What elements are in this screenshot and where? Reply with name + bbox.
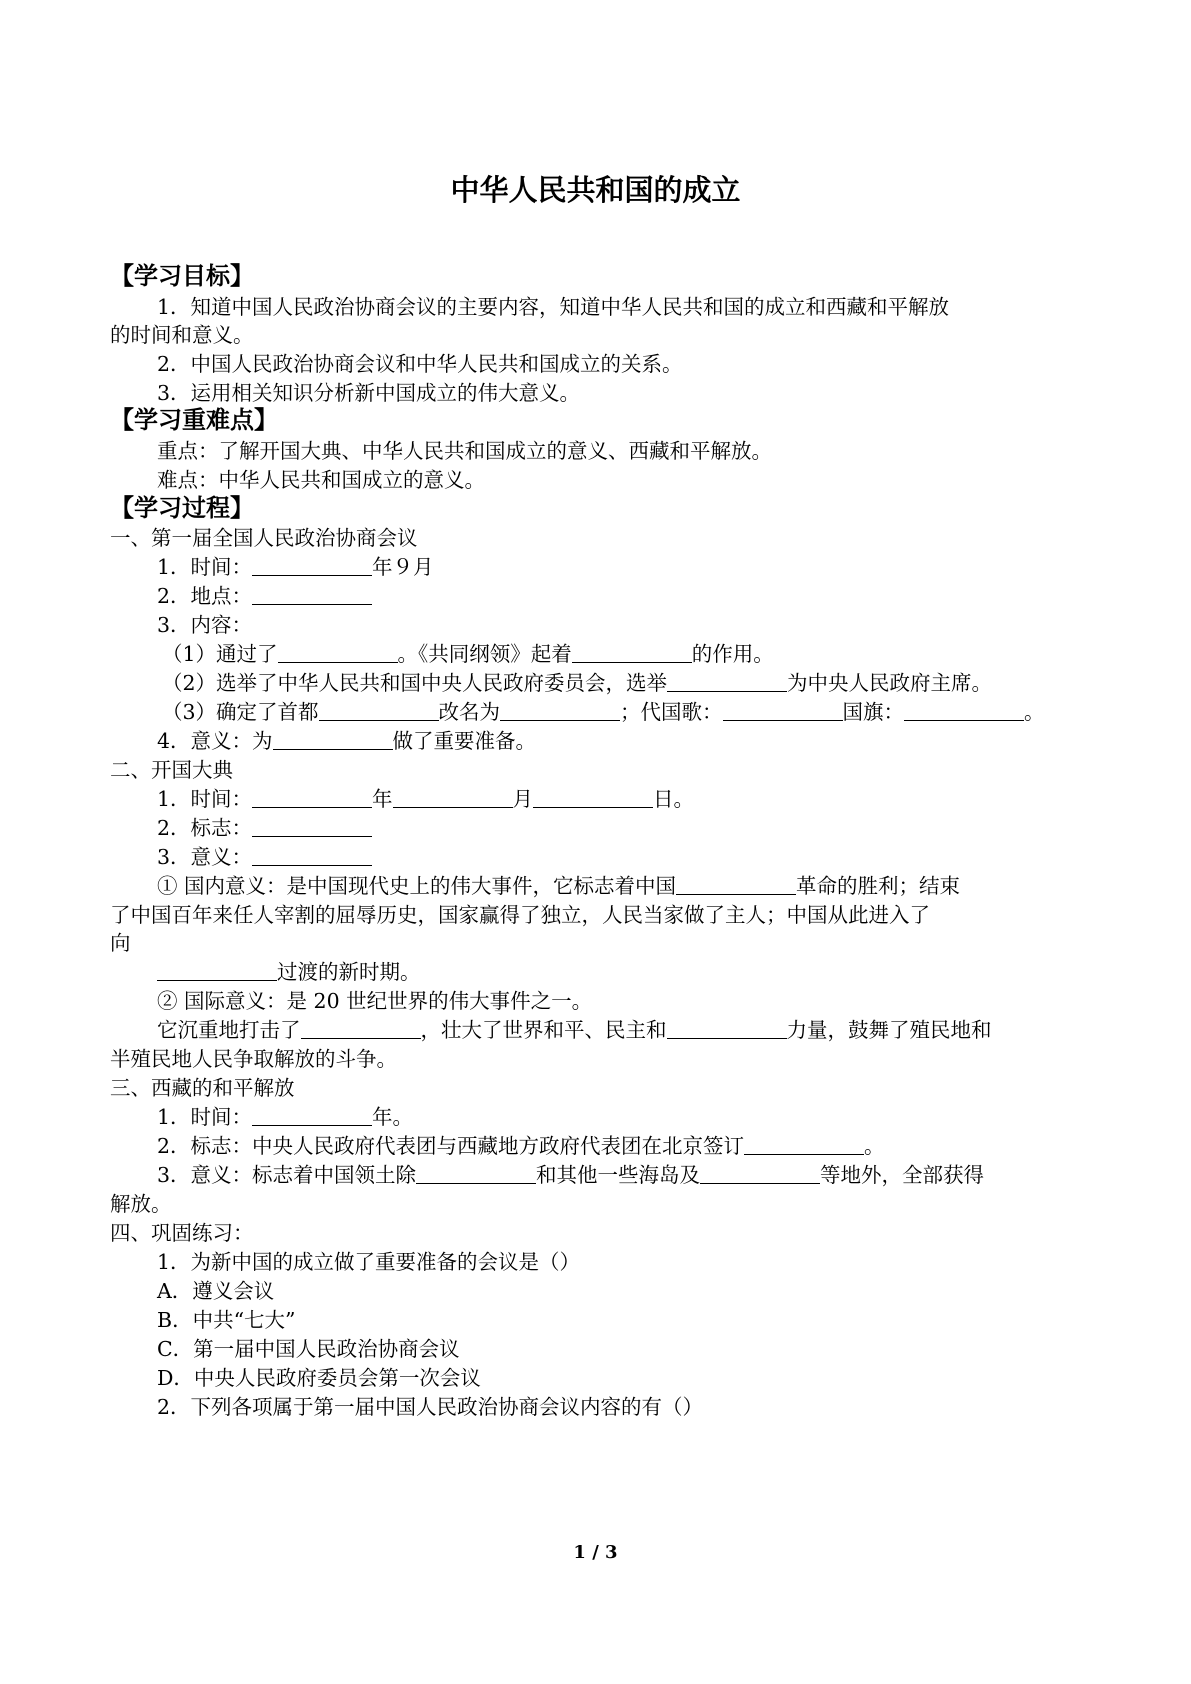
option-d: D．中央人民政府委员会第一次会议 bbox=[157, 1366, 481, 1390]
s1-c1b: 。《共同纲领》起着 bbox=[397, 642, 572, 666]
s3-time-label: 1．时间： bbox=[157, 1105, 253, 1129]
s3-meaning-cont: 解放。 bbox=[110, 1192, 172, 1216]
s3-m-b: 和其他一些海岛及 bbox=[536, 1163, 701, 1187]
s2-d1b: 革命的胜利；结束 bbox=[796, 874, 961, 898]
s1-m-a: 4．意义：为 bbox=[157, 729, 273, 753]
s1-time-label: 1．时间： bbox=[157, 555, 253, 579]
s3-m-c: 等地外，全部获得 bbox=[820, 1163, 985, 1187]
fill-blank[interactable] bbox=[393, 787, 513, 808]
option-c: C．第一届中国人民政治协商会议 bbox=[157, 1337, 460, 1361]
s2-month: 月 bbox=[512, 787, 534, 811]
s2-domestic-2: 了中国百年来任人宰割的屈辱历史，国家赢得了独立，人民当家做了主人；中国从此进入了 bbox=[110, 903, 930, 927]
s1-c2b: 为中央人民政府主席。 bbox=[787, 671, 993, 695]
fill-blank[interactable] bbox=[278, 642, 398, 663]
s2-d1e: 过渡的新时期。 bbox=[277, 960, 421, 984]
s2-intl-2 bbox=[157, 1016, 992, 1044]
s2-intl-3: 半殖民地人民争取解放的斗争。 bbox=[110, 1047, 397, 1071]
s1-place-line bbox=[157, 582, 372, 610]
s2-domestic-3: 向 bbox=[110, 931, 131, 955]
s1-place-label: 2．地点： bbox=[157, 584, 253, 608]
s2-i2b: ，壮大了世界和平、民主和 bbox=[420, 1018, 667, 1042]
s2-d1a: ① 国内意义：是中国现代史上的伟大事件，它标志着中国 bbox=[157, 874, 677, 898]
s3-meaning-line bbox=[157, 1161, 984, 1189]
s2-sign-line bbox=[157, 814, 372, 842]
s2-time-line bbox=[157, 785, 694, 813]
fill-blank[interactable] bbox=[572, 642, 692, 663]
s3-time-line bbox=[157, 1103, 413, 1131]
goal-1-text-cont: 的时间和意义。 bbox=[110, 323, 254, 347]
section-2-title: 二、开国大典 bbox=[110, 758, 233, 782]
s1-c3e: 。 bbox=[1024, 700, 1045, 724]
fill-blank[interactable] bbox=[252, 555, 372, 576]
option-a: A．遵义会议 bbox=[157, 1279, 275, 1303]
fill-blank[interactable] bbox=[667, 1018, 787, 1039]
question-1: 1．为新中国的成立做了重要准备的会议是（） bbox=[157, 1250, 581, 1274]
s2-time-label: 1．时间： bbox=[157, 787, 253, 811]
fill-blank[interactable] bbox=[252, 845, 372, 866]
s3-time-suffix: 年。 bbox=[372, 1105, 414, 1129]
process-heading: 【学习过程】 bbox=[110, 493, 254, 522]
goal-2-text: 2．中国人民政治协商会议和中华人民共和国成立的关系。 bbox=[157, 352, 683, 376]
page-number: 1 / 3 bbox=[573, 1542, 618, 1563]
fill-blank[interactable] bbox=[676, 874, 796, 895]
s1-m-b: 做了重要准备。 bbox=[392, 729, 537, 753]
fill-blank[interactable] bbox=[301, 1018, 421, 1039]
goal-3-text: 3．运用相关知识分析新中国成立的伟大意义。 bbox=[157, 381, 581, 405]
goal-1-text: 1．知道中国人民政治协商会议的主要内容，知道中华人民共和国的成立和西藏和平解放 bbox=[157, 295, 950, 319]
s1-c1c: 的作用。 bbox=[691, 642, 774, 666]
difficult-point-text: 难点：中华人民共和国成立的意义。 bbox=[157, 468, 485, 492]
section-3-title: 三、西藏的和平解放 bbox=[110, 1076, 295, 1100]
s1-time-suffix: 年９月 bbox=[372, 555, 434, 579]
s1-content-3 bbox=[162, 698, 1045, 726]
s2-day: 日。 bbox=[653, 787, 695, 811]
s1-content-1 bbox=[162, 640, 774, 668]
s1-c3a: （3）确定了首都 bbox=[162, 700, 319, 724]
s3-m-a: 3．意义：标志着中国领土除 bbox=[157, 1163, 417, 1187]
fill-blank[interactable] bbox=[416, 1163, 536, 1184]
fill-blank[interactable] bbox=[319, 700, 439, 721]
s2-intl-1: ② 国际意义：是 20 世纪世界的伟大事件之一。 bbox=[157, 989, 593, 1013]
section-4-title: 四、巩固练习： bbox=[110, 1221, 254, 1245]
fill-blank[interactable] bbox=[252, 816, 372, 837]
s2-year: 年 bbox=[372, 787, 393, 811]
s2-meaning-line bbox=[157, 843, 372, 871]
s1-meaning-line bbox=[157, 727, 536, 755]
s2-meaning-label: 3．意义： bbox=[157, 845, 253, 869]
fill-blank[interactable] bbox=[157, 960, 277, 981]
s1-c3c: ；代国歌： bbox=[620, 700, 723, 724]
page-title: 中华人民共和国的成立 bbox=[450, 173, 741, 207]
s1-c3b: 改名为 bbox=[438, 700, 501, 724]
fill-blank[interactable] bbox=[700, 1163, 820, 1184]
question-2: 2．下列各项属于第一届中国人民政治协商会议内容的有（） bbox=[157, 1395, 704, 1419]
fill-blank[interactable] bbox=[904, 700, 1024, 721]
keypoints-heading: 【学习重难点】 bbox=[110, 405, 278, 434]
fill-blank[interactable] bbox=[533, 787, 653, 808]
s1-c3d: 国旗： bbox=[842, 700, 905, 724]
s1-c1a: （1）通过了 bbox=[162, 642, 278, 666]
key-point-text: 重点：了解开国大典、中华人民共和国成立的意义、西藏和平解放。 bbox=[157, 439, 772, 463]
s3-sign-a: 2．标志：中央人民政府代表团与西藏地方政府代表团在北京签订 bbox=[157, 1134, 745, 1158]
s2-i2c: 力量，鼓舞了殖民地和 bbox=[786, 1018, 992, 1042]
s3-sign-line bbox=[157, 1132, 885, 1160]
goals-heading: 【学习目标】 bbox=[110, 261, 254, 290]
option-b: B．中共“七大” bbox=[157, 1308, 296, 1332]
s2-i2a: 它沉重地打击了 bbox=[157, 1018, 301, 1042]
s2-domestic-1 bbox=[157, 872, 960, 900]
fill-blank[interactable] bbox=[252, 787, 372, 808]
s2-domestic-4 bbox=[157, 958, 421, 986]
s2-sign-label: 2．标志： bbox=[157, 816, 253, 840]
fill-blank[interactable] bbox=[744, 1134, 864, 1155]
s1-c2a: （2）选举了中华人民共和国中央人民政府委员会，选举 bbox=[162, 671, 668, 695]
section-1-title: 一、第一届全国人民政治协商会议 bbox=[110, 526, 418, 550]
fill-blank[interactable] bbox=[252, 1105, 372, 1126]
fill-blank[interactable] bbox=[723, 700, 843, 721]
s1-content-label: 3．内容： bbox=[157, 613, 253, 637]
s3-sign-b: 。 bbox=[864, 1134, 885, 1158]
s1-time-line bbox=[157, 553, 434, 581]
fill-blank[interactable] bbox=[667, 671, 787, 692]
fill-blank[interactable] bbox=[500, 700, 620, 721]
fill-blank[interactable] bbox=[252, 584, 372, 605]
fill-blank[interactable] bbox=[273, 729, 393, 750]
s1-content-2 bbox=[162, 669, 992, 697]
